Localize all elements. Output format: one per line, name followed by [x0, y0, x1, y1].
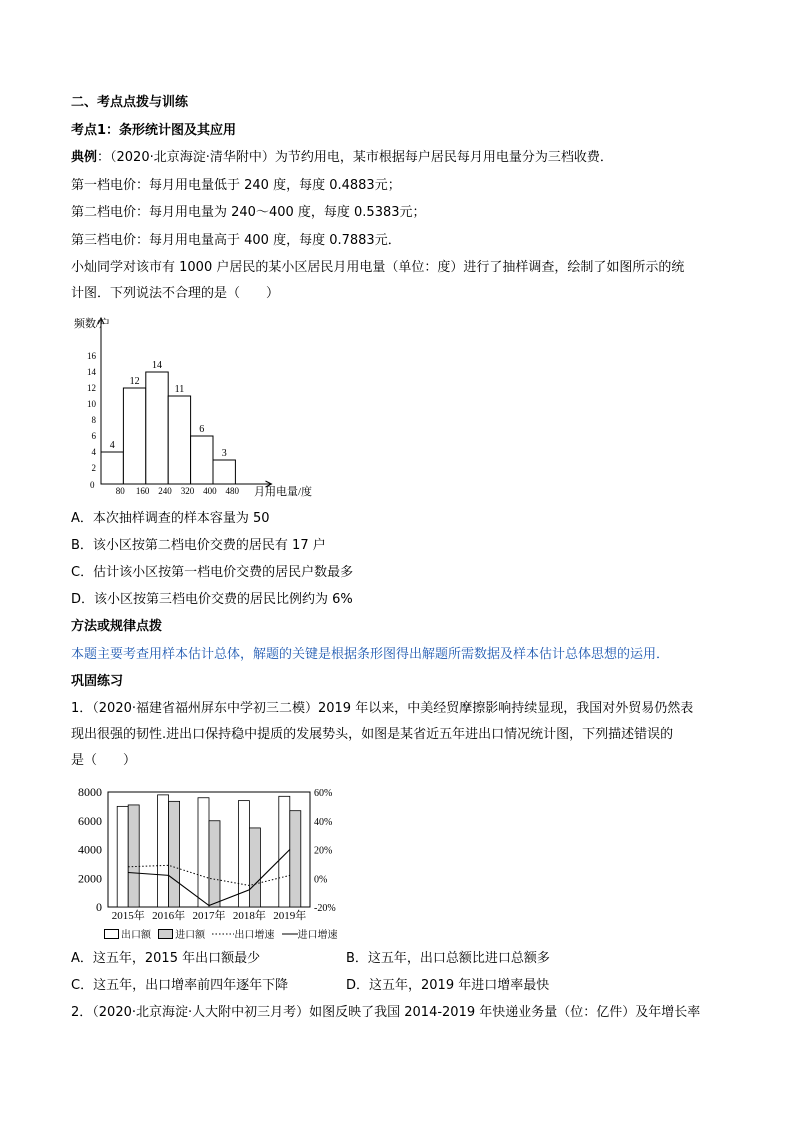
y-tick-label: 16	[87, 351, 96, 361]
y-tick-label: 6	[91, 431, 96, 441]
histogram-bar	[213, 460, 235, 484]
legend-export: 出口额	[121, 930, 151, 941]
bar-value-label: 14	[152, 360, 162, 371]
bar-value-label: 6	[199, 424, 205, 435]
left-tick-label: 6000	[78, 813, 102, 828]
q2-line1: 2．（2020·北京海淀·人大附中初三月考）如图反映了我国 2014-2019 年快递业务量（位：亿件）及年增长率	[71, 1005, 701, 1020]
option-b: B．该小区按第二档电价交费的居民有 17 户	[71, 538, 326, 553]
bar-value-label: 4	[109, 440, 115, 451]
legend-import: 进口额	[175, 930, 206, 941]
bar-value-label: 3	[221, 448, 227, 459]
legend-solid-line-icon	[282, 930, 298, 938]
right-tick-label: 40%	[314, 816, 333, 828]
tier2-line: 第二档电价：每月用电量为 240～400 度，每度 0.5383元；	[71, 205, 426, 220]
trade-chart	[70, 780, 360, 922]
export-bar	[158, 795, 169, 907]
histogram-chart	[70, 310, 340, 502]
right-tick-label: -20%	[314, 903, 336, 914]
left-tick-label: 0	[96, 900, 102, 914]
example-text: ：（2020·北京海淀·清华附中）为节约用电，某市根据每户居民每月用电量分为三档收费．	[97, 150, 613, 165]
topic-title: 考点1：条形统计图及其应用	[71, 123, 237, 138]
import-bar	[128, 805, 139, 907]
x-tick-label: 0	[90, 480, 95, 490]
right-tick-label: 20%	[314, 845, 333, 857]
export-bar	[117, 806, 128, 907]
method-title: 方法或规律点拨	[71, 619, 163, 634]
q1-option-a: A．这五年，2015 年出口额最少	[71, 951, 261, 966]
histogram-bar	[123, 388, 145, 484]
trade-legend	[104, 926, 338, 941]
import-bar	[169, 801, 180, 907]
tier3-line: 第三档电价：每月用电量高于 400 度，每度 0.7883元．	[71, 233, 401, 248]
left-tick-label: 8000	[78, 785, 102, 799]
y-tick-label: 8	[91, 415, 96, 425]
import-bar	[249, 828, 260, 907]
right-tick-label: 0%	[314, 874, 328, 886]
export-bar	[198, 798, 209, 907]
x-category-label: 2015年	[111, 910, 145, 922]
legend-export-growth: 出口增速	[234, 930, 275, 941]
right-tick-label: 60%	[314, 788, 333, 799]
q1-option-b: B．这五年，出口总额比进口总额多	[346, 951, 550, 966]
x-category-label: 2016年	[152, 910, 186, 922]
y-tick-label: 10	[87, 399, 96, 409]
y-axis-label: 频数/户	[74, 318, 111, 330]
x-tick-label: 480	[225, 486, 239, 496]
x-category-label: 2019年	[273, 910, 307, 922]
method-text: 本题主要考查用样本估计总体，解题的关键是根据条形图得出解题所需数据及样本估计总体思想的运用．	[71, 647, 670, 662]
histogram-bar	[168, 396, 190, 484]
q1-line1: 1．（2020·福建省福州屏东中学初三二模）2019 年以来，中美经贸摩擦影响持续显现，我国对外贸易仍然表	[71, 701, 694, 716]
x-tick-label: 320	[180, 486, 195, 496]
question-line: 计图．下列说法不合理的是（ ）	[71, 286, 280, 301]
bar-value-label: 12	[129, 376, 140, 387]
survey-line: 小灿同学对该市有 1000 户居民的某小区居民月用电量（单位：度）进行了抽样调查，绘制了如图所示的统	[71, 260, 685, 275]
left-tick-label: 4000	[78, 842, 102, 857]
y-tick-label: 2	[91, 463, 96, 473]
legend-swatch-import	[158, 929, 173, 939]
example-label: 典例	[71, 150, 98, 165]
bar-value-label: 11	[174, 384, 185, 395]
histogram-bar	[146, 372, 168, 484]
histogram-bar	[191, 436, 213, 484]
example-intro	[71, 149, 613, 167]
legend-swatch-export	[104, 929, 119, 939]
option-c: C．估计该小区按第一档电价交费的居民户数最多	[71, 565, 354, 580]
q1-option-c: C．这五年，出口增率前四年逐年下降	[71, 978, 289, 993]
q1-line3: 是（ ）	[71, 753, 137, 768]
y-tick-label: 4	[91, 447, 96, 457]
section-title: 二、考点点拨与训练	[71, 95, 189, 110]
option-d: D．该小区按第三档电价交费的居民比例约为 6%	[71, 592, 353, 607]
y-tick-label: 12	[87, 383, 96, 393]
y-tick-label: 14	[87, 367, 96, 377]
x-category-label: 2018年	[232, 910, 266, 922]
tier1-line: 第一档电价：每月用电量低于 240 度，每度 0.4883元；	[71, 178, 401, 193]
x-tick-label: 400	[203, 486, 217, 496]
x-tick-label: 240	[158, 486, 172, 496]
practice-title: 巩固练习	[71, 674, 124, 689]
export-bar	[238, 801, 249, 907]
import-bar	[209, 821, 220, 907]
x-tick-label: 80	[115, 486, 125, 496]
import-bar	[290, 811, 301, 907]
x-tick-label: 160	[135, 486, 150, 496]
left-tick-label: 2000	[78, 871, 102, 886]
x-axis-label: 月用电量/度	[254, 486, 313, 498]
legend-dotted-line-icon	[212, 930, 234, 938]
option-a: A．本次抽样调查的样本容量为 50	[71, 511, 270, 526]
q1-line2: 现出很强的韧性.进出口保持稳中提质的发展势头，如图是某省近五年进出口情况统计图，下列描述错误的	[71, 727, 674, 742]
q1-option-d: D．这五年，2019 年进口增率最快	[346, 978, 550, 993]
x-category-label: 2017年	[192, 910, 226, 922]
histogram-bar	[101, 452, 123, 484]
legend-import-growth: 进口增速	[297, 930, 338, 941]
